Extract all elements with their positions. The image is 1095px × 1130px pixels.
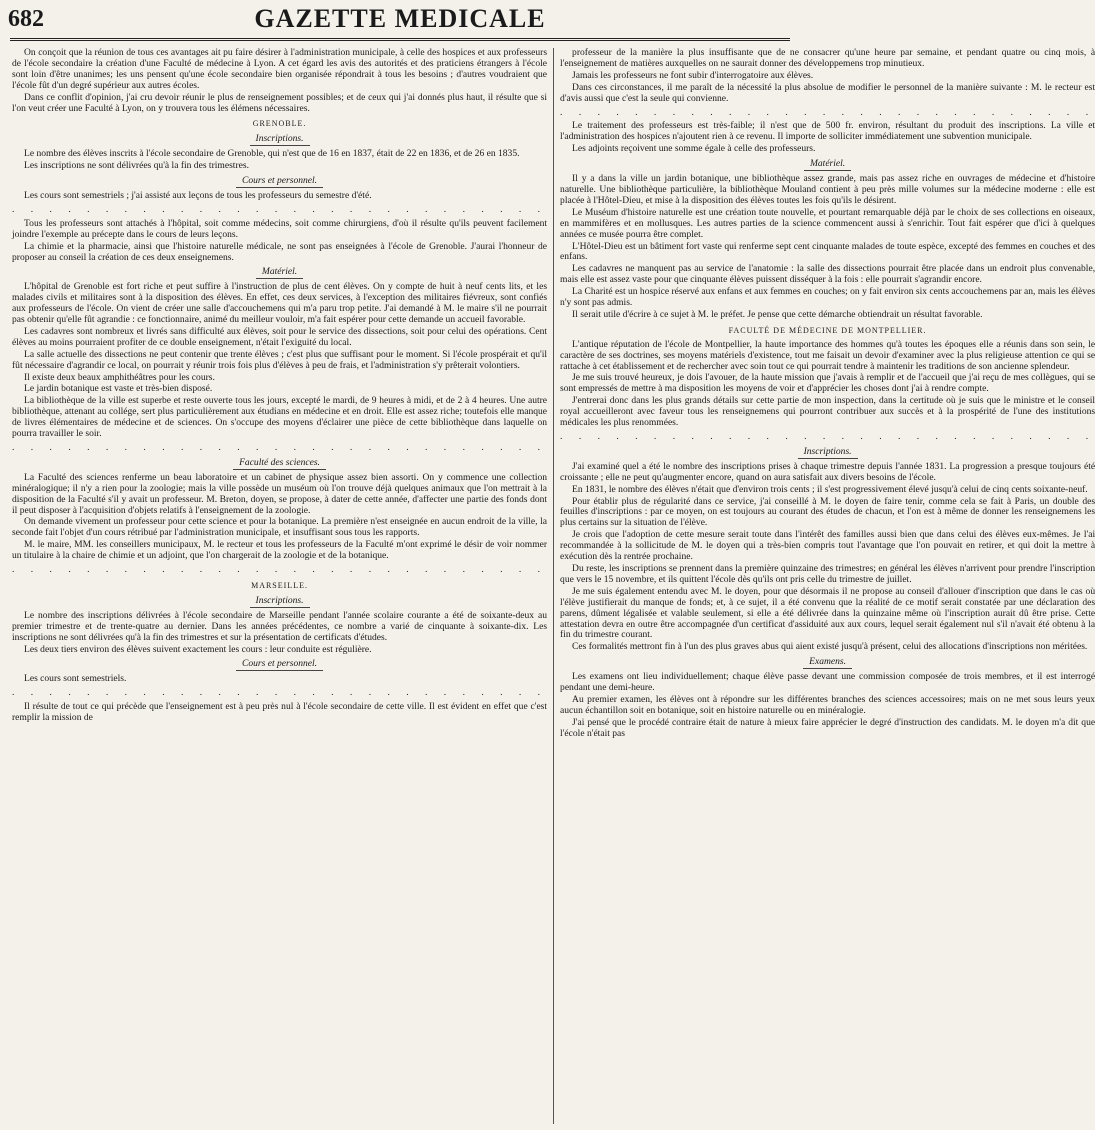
dotted-separator: . . . . . . . . . . . . . . . . . . . . . . . . . . . . . <box>560 106 1095 118</box>
paragraph: En 1831, le nombre des élèves n'était que d'environ trois cents ; il s'est progressivement élevé jusqu'à celui de cinq cents soixante-neuf. <box>572 483 1088 495</box>
paragraph: On demande vivement un professeur pour cette science et pour la botanique. La première n'est enseignée en aucun endroit de la ville, la seconde fait l'objet d'un cours rétribué par l'administration municipale, et insuffisant sous tous les rapports. <box>12 516 548 539</box>
paragraph: Les deux tiers environ des élèves suivent exactement les cours : leur conduite est régulière. <box>24 643 372 655</box>
subheading-examens <box>560 657 1095 669</box>
masthead-rule <box>10 38 790 41</box>
paragraph: La Faculté des sciences renferme un beau laboratoire et un cabinet de physique assez bien assorti. On y commence une collection minéralogique; il n'y a rien pour la zoologie; mais la ville possède un muséum où l'on trouve déjà quelques animaux que l'on mettrait à la disposition de la Faculté s'il y avait un professeur. M. Breton, doyen, se propose, à dater de cette année, d'affecter une partie des fonds dont il peut disposer à l'acquisition d'objets relatifs à l'enseignement de la zoologie. <box>12 471 548 516</box>
dotted-separator: . . . . . . . . . . . . . . . . . . . . . . . . . . . . . <box>12 203 548 215</box>
column-divider <box>553 48 554 1124</box>
paragraph: Le nombre des élèves inscrits à l'école secondaire de Grenoble, qui n'est que de 16 en 1837, était de 22 en 1836, et de 26 en 1835. <box>24 148 520 160</box>
paragraph: Le traitement des professeurs est très-faible; il n'est que de 500 fr. environ, résultant du produit des inscriptions. La ville et l'administration des hospices n'ajoutent rien à ce revenu. Il importe de solliciter immédiatement une subvention municipale. <box>560 120 1095 143</box>
paragraph: Les examens ont lieu individuellement; chaque élève passe devant une commission composée de trois membres, et il est interrogé pendant une demi-heure. <box>560 671 1095 694</box>
dotted-separator: . . . . . . . . . . . . . . . . . . . . . . . . . . . . . <box>12 564 548 576</box>
paragraph: Les inscriptions ne sont délivrées qu'à la fin des trimestres. <box>24 160 249 172</box>
paragraph: L'hôpital de Grenoble est fort riche et peut suffire à l'instruction de plus de cent élèves. On y compte de huit à neuf cents lits, et les malades civils et militaires sont à la disposition des élèves. En effet, ces deux services, à l'exception des militaires fiévreux, sont confiés aux professeurs de l'école. On vient de créer une salle d'accouchemens qui m'a paru trop petite. J'ai demandé à M. le maire s'il ne pourrait pas obtenir qu'elle fût agrandie : ce fonctionnaire, animé du meilleur vouloir, m'a fait espérer pour cette demande un accueil favorable. <box>12 281 548 326</box>
paragraph: Les cours sont semestriels ; j'ai assisté aux leçons de tous les professeurs du semestre d'été. <box>24 189 372 201</box>
paragraph: professeur de la manière la plus insuffisante que de ne consacrer qu'une heure par semaine, et pendant quatre ou cinq mois, à l'enseignement de matières auxquelles on ne saurait donner des développemens trop minutieux. <box>560 47 1095 69</box>
subheading-cours <box>12 176 547 188</box>
subheading-text: Cours et personnel. <box>236 176 323 188</box>
subheading-inscriptions <box>560 447 1095 459</box>
paragraph: Tous les professeurs sont attachés à l'hôpital, soit comme médecins, soit comme chirurgiens, d'où il résulte qu'ils peuvent facilement joindre l'exemple au précepte dans le cours de leurs leçons. <box>12 217 548 240</box>
paragraph: Il résulte de tout ce qui précède que l'enseignement est à peu près nul à l'école secondaire de cette ville. Il est évident en effet que c'est remplir la mission de <box>12 701 548 724</box>
paragraph: J'entrerai donc dans les plus grands détails sur cette partie de mon inspection, dans la certitude où je suis que le ministre et le conseil royal accueilleront avec faveur tous les renseignemens qui pourront contribuer aux succès et à la prospérité de l'une des institutions médicales les plus renommées. <box>560 395 1095 429</box>
subheading-faculte-sciences <box>12 458 547 470</box>
paragraph: Il serait utile d'écrire à ce sujet à M. le préfet. Je pense que cette démarche obtiendrait un résultat favorable. <box>572 308 983 320</box>
paragraph: La chimie et la pharmacie, ainsi que l'histoire naturelle médicale, ne sont pas enseignées à l'école de Grenoble. J'aurai l'honneur de proposer au conseil la création de ces deux enseignemens. <box>12 240 548 263</box>
paragraph: On conçoit que la réunion de tous ces avantages ait pu faire désirer à l'administration municipale, à celle des hospices et aux professeurs de l'école secondaire la création d'une Faculté de médecine à Lyon. A cet égard les avis des autorités et des praticiens étrangers à l'école sont loin d'être unanimes; les uns pensent qu'une école secondaire bien organisée répondrait à tous les besoins ; d'autres voudraient que l'école fût d'un degré supérieur aux autres écoles. <box>12 47 548 91</box>
subheading-inscriptions <box>12 596 547 608</box>
subheading-text: Inscriptions. <box>250 596 310 608</box>
paragraph: La Charité est un hospice réservé aux enfans et aux femmes en couches; on y fait environ six cents accouchemens par an, mais les élèves n'y sont pas admis. <box>560 286 1095 309</box>
paragraph: Pour établir plus de régularité dans ce service, j'ai conseillé à M. le doyen de faire tenir, comme cela se fait à Paris, un double des feuilles d'inscriptions : par ce moyen, on est toujours au courant des études de chacun, et l'on est à même de donner les renseignemens les plus certains sur la situation de l'élève. <box>560 495 1095 529</box>
subheading-inscriptions <box>12 134 547 146</box>
paragraph: Les cadavres sont nombreux et livrés sans difficulté aux élèves, soit pour le service des dissections, soit pour celui des opérations. Cent élèves au moins pourraient profiter de ce double enseignement, n'était l'exiguité du local. <box>12 325 548 348</box>
paragraph: Je me suis également entendu avec M. le doyen, pour que désormais il ne propose au conseil d'allouer d'inscription que dans le cas où l'élève justifierait du manque de fonds; et, à ce sujet, il a été convenu que la réalité de ce motif serait constatée par une déclaration des parens, dûment légalisée et valable seulement, si elle a été délivrée dans la quinzaine même où l'inscription aurait dû être prise. Cette attestation devra en outre être accompagnée d'un certificat d'assiduité aux aux cours, lequel serait également nul s'il n'avait été obtenu à la fin du trimestre courant. <box>560 585 1095 641</box>
page-number: 682 <box>8 6 44 32</box>
dotted-separator: . . . . . . . . . . . . . . . . . . . . . . . . . . . . . <box>12 442 548 453</box>
paragraph: L'antique réputation de l'école de Montpellier, la haute importance des hommes qu'à toutes les époques elle a réunis dans son sein, le caractère de ses doctrines, ses moyens matériels d'existence, tout me faisait un devoir d'examiner avec la plus religieuse attention ce qui se rattache à cet établissement et de rechercher avec soin tout ce qui pourrait tendre à maintenir les traditions de son ancienne splendeur. <box>560 338 1095 372</box>
subheading-text: Faculté des sciences. <box>233 458 326 470</box>
paragraph: Au premier examen, les élèves ont à répondre sur les différentes branches des sciences accessoires; mais on ne met sous leurs yeux aucun échantillon soit en botanique, soit en histoire naturelle ou en minéralogie. <box>560 693 1095 716</box>
paragraph: Les cours sont semestriels. <box>24 673 127 685</box>
subheading-cours <box>12 659 547 671</box>
paragraph: Dans ce conflit d'opinion, j'ai cru devoir réunir le plus de renseignement possibles; et de ceux qui j'ai donnés plus haut, il résulte que si l'on veut créer une Faculté à Lyon, on y trouvera tous les élémens nécessaires. <box>12 91 548 114</box>
article-columns <box>12 47 1095 1124</box>
subheading-text: Inscriptions. <box>798 447 858 459</box>
paragraph: Je crois que l'adoption de cette mesure serait toute dans l'intérêt des familles aussi bien que dans celui des élèves eux-mêmes. Je l'ai recommandée à la sollicitude de M. le doyen qui a très-bien compris tout l'avantage que l'on pouvait en retirer, et qui doit la mettre à exécution dès la rentrée prochaine. <box>560 529 1095 563</box>
subheading-text: Matériel. <box>804 159 851 171</box>
paragraph: J'ai pensé que le procédé contraire était de nature à mieux faire apprécier le degré d'instruction des candidats. M. le doyen m'a dit que l'école n'était pas <box>560 716 1095 739</box>
paragraph: Le nombre des inscriptions délivrées à l'école secondaire de Marseille pendant l'année scolaire courante a été de soixante-deux au premier trimestre et de trente-quatre au dernier. Dans les années précédentes, ce nombre a varié de cinquante à soixante-dix. Les inscriptions ne sont délivrées qu'à la fin des trimestres et sur la présentation de certificats d'études. <box>12 609 548 643</box>
column-left <box>12 48 547 1124</box>
section-heading-marseille: MARSEILLE. <box>251 580 308 590</box>
paragraph: La salle actuelle des dissections ne peut contenir que trente élèves ; c'est plus que suffisant pour le moment. Si l'école prospérait et qu'il fût nécessaire d'agrandir ce local, on pourrait y réunir trois fois plus d'élèves à peu de frais, et l'administration s'y prêterait volontiers. <box>12 348 548 371</box>
section-heading-grenoble: GRENOBLE. <box>252 119 307 129</box>
masthead <box>0 0 800 40</box>
paragraph: Le jardin botanique est vaste et très-bien disposé. <box>24 383 213 395</box>
paragraph: Je me suis trouvé heureux, je dois l'avouer, de la haute mission que j'avais à remplir et de l'accueil que j'ai reçu de mes collègues, qui se sont empressés de mettre à ma disposition les moyens de voir et d'apprécier les choses dont j'ai à rendre compte. <box>560 372 1095 395</box>
newspaper-title: GAZETTE MEDICALE <box>254 4 546 33</box>
subheading-text: Inscriptions. <box>250 134 310 146</box>
paragraph: Le Muséum d'histoire naturelle est une création toute nouvelle, et pourtant remarquable déjà par le choix de ses collections en oiseaux, en mammifères et en mollusques. Les autres parties de la science commencent aussi à s'enrichir. Tout fait espérer que d'ici à quelques années ce musée pourra être complet. <box>560 206 1095 240</box>
subheading-text: Cours et personnel. <box>236 659 323 671</box>
paragraph: Il y a dans la ville un jardin botanique, une bibliothèque assez grande, mais pas assez riche en ouvrages de médecine et d'histoire naturelle. Une bibliothèque particulière, la bibliothèque Mouland contient à peu près mille volumes sur la médecine moderne : elle est placée à l'Hôtel-Dieu, et mise à la disposition des élèves toutes les fois qu'ils le désirent. <box>560 173 1095 206</box>
paragraph: Du reste, les inscriptions se prennent dans la première quinzaine des trimestres; en général les élèves n'arrivent pour prendre l'inscription que vers le 15 novembre, et ils quittent l'école dès qu'ils ont pris celle du trimestre de juillet. <box>560 562 1095 585</box>
section-heading-montpellier: FACULTÉ DE MÉDECINE DE MONTPELLIER. <box>728 325 927 335</box>
paragraph: Ces formalités mettront fin à l'un des plus graves abus qui aient existé jusqu'à présent, celui des allocations d'inscriptions non méritées. <box>572 641 1088 653</box>
subheading-materiel <box>560 159 1095 171</box>
paragraph: L'Hôtel-Dieu est un bâtiment fort vaste qui renferme sept cent cinquante malades de toute espèce, excepté des femmes en couches et des enfans. <box>560 240 1095 263</box>
paragraph: Il existe deux beaux amphithéâtres pour les cours. <box>24 371 215 383</box>
paragraph: La bibliothèque de la ville est superbe et reste ouverte tous les jours, excepté le mardi, de 9 heures à midi, et de 2 à 4 heures. Une autre bibliothèque, attenant au collége, sert plus particulièrement aux étudians en médecine et en droit. Elle est assez riche; toutefois elle manque de livres élémentaires de médecine et de sciences. On s'occupe des moyens d'éclairer une pièce de cette bibliothèque dans laquelle on pourra travailler le soir. <box>12 395 548 440</box>
subheading-text: Examens. <box>803 657 852 669</box>
dotted-separator: . . . . . . . . . . . . . . . . . . . . . . . . . . . . . <box>12 687 548 699</box>
dotted-separator: . . . . . . . . . . . . . . . . . . . . . . . . . . . . . <box>560 431 1095 442</box>
paragraph: Dans ces circonstances, il me paraît de la nécessité la plus absolue de modifier le personnel de la manière suivante : M. le recteur est d'avis aussi que c'est la seule qui convienne. <box>560 81 1095 104</box>
subheading-text: Matériel. <box>256 267 303 279</box>
paragraph: Les cadavres ne manquent pas au service de l'anatomie : la salle des dissections pourrait être placée dans un endroit plus convenable, mais elle est assez vaste pour que cinquante élèves puissent disséquer à la fois : elle pourrait s'agrandir encore. <box>560 263 1095 286</box>
paragraph: Jamais les professeurs ne font subir d'interrogatoire aux élèves. <box>572 69 814 81</box>
column-right <box>560 48 1095 1124</box>
paragraph: M. le maire, MM. les conseillers municipaux, M. le recteur et tous les professeurs de la Faculté m'ont exprimé le désir de voir nommer un titulaire à la chaire de chimie et un adjoint, que l'on chargerait de la zoologie et de la botanique. <box>12 539 548 562</box>
paragraph: Les adjoints reçoivent une somme égale à celle des professeurs. <box>572 143 816 155</box>
subheading-materiel <box>12 267 547 279</box>
paragraph: J'ai examiné quel a été le nombre des inscriptions prises à chaque trimestre depuis l'année 1831. La progression a presque toujours été croissante ; elle ne peut qu'augmenter encore, quand on aura satisfait aux divers besoins de l'école. <box>560 460 1095 483</box>
